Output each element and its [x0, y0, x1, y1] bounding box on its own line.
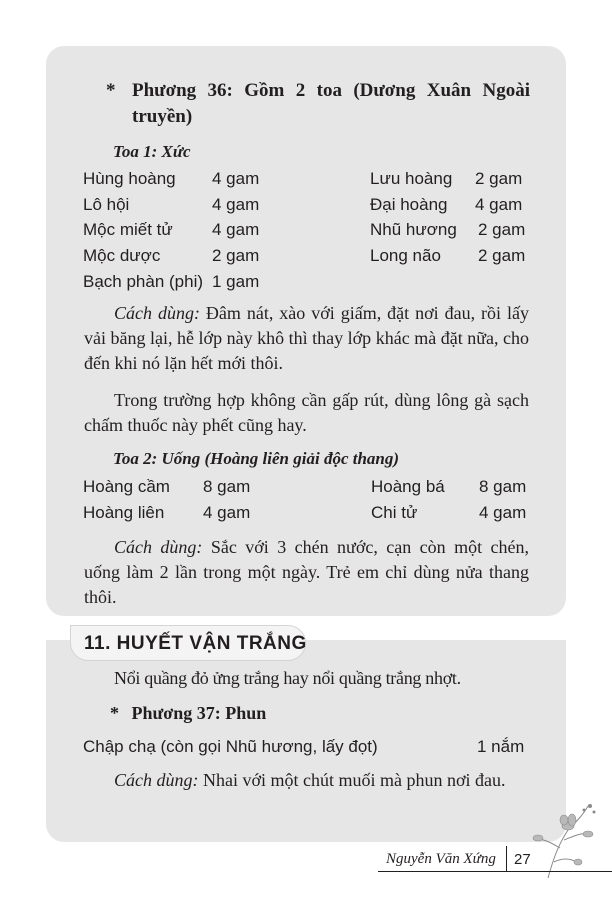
ingredient-name: Chập chạ (còn gọi Nhũ hương, lấy đọt) [83, 737, 378, 756]
footer-author: Nguyễn Văn Xứng [386, 851, 496, 867]
usage-label: Cách dùng: [114, 303, 200, 323]
ingredient-name: Bạch phàn (phi) [83, 272, 204, 291]
toa-1-note: Trong trường hợp không cần gấp rút, dùng lông gà sạch chấm thuốc này phết cũng hay. [84, 390, 529, 435]
formula-36-heading [106, 78, 530, 130]
ingredient-name: Chi tử [371, 503, 418, 522]
ingredient-qty: 4 gam [212, 220, 260, 239]
formula-37-heading [110, 703, 266, 724]
ingredient-name: Hùng hoàng [83, 169, 176, 188]
bullet-star: * [110, 703, 119, 723]
ingredient-name: Mộc miết tử [83, 220, 173, 239]
formula-36-title: Phương 36: Gồm 2 toa (Dương Xuân Ngoài truyền) [132, 80, 530, 127]
ingredient-name: Long não [370, 246, 441, 265]
ingredient-name: Hoàng cầm [83, 477, 170, 496]
formula-37-title: Phương 37: Phun [131, 703, 267, 723]
section-11-title: 11. HUYẾT VẬN TRẮNG [84, 633, 307, 654]
usage-label: Cách dùng: [114, 537, 203, 557]
usage-text: Sắc với 3 chén nước, cạn còn một chén, uống làm 2 lần trong một ngày. Trẻ em chỉ dùng nửa thang thôi. [84, 537, 529, 607]
page-number: 27 [514, 851, 531, 868]
toa-1-usage [84, 301, 529, 376]
ingredient-name: Mộc dược [83, 246, 161, 265]
ingredient-qty: 4 gam [475, 195, 523, 214]
toa-2-usage [84, 535, 529, 610]
usage-text: Đâm nát, xào với giấm, đặt nơi đau, rồi lấy vải băng lại, hễ lớp này khô thì thay lớp khác mà đặt nữa, cho đến khi nó lặn hết mới thôi. [84, 303, 529, 373]
ingredient-qty: 4 gam [212, 169, 260, 188]
toa-1-heading: Toa 1: Xức [113, 142, 191, 161]
usage-text: Nhai với một chút muối mà phun nơi đau. [198, 770, 506, 790]
ingredient-qty: 2 gam [475, 169, 523, 188]
ingredient-name: Hoàng bá [371, 477, 445, 496]
ingredient-name: Hoàng liên [83, 503, 165, 522]
section-11-intro: Nổi quầng đỏ ửng trắng hay nổi quầng trắng nhợt. [114, 668, 461, 688]
ingredient-qty: 2 gam [212, 246, 260, 265]
ingredient-qty: 8 gam [479, 477, 527, 496]
ingredient-name: Đại hoàng [370, 195, 448, 214]
ingredient-name: Lô hội [83, 195, 130, 214]
formula-37-usage [84, 768, 529, 793]
usage-label: Cách dùng: [114, 770, 199, 790]
ingredient-qty: 1 gam [212, 272, 260, 291]
footer-rule [378, 871, 612, 872]
ingredient-qty: 4 gam [212, 195, 260, 214]
ingredient-qty: 4 gam [203, 503, 251, 522]
ingredient-qty: 2 gam [478, 220, 526, 239]
flower-ornament-icon [528, 800, 608, 880]
ingredient-qty: 1 nắm [477, 737, 525, 756]
bullet-star: * [106, 80, 116, 101]
ingredient-name: Nhũ hương [370, 220, 457, 239]
ingredient-name: Lưu hoàng [370, 169, 453, 188]
ingredient-qty: 4 gam [479, 503, 527, 522]
footer-separator [506, 846, 507, 872]
toa-2-heading: Toa 2: Uống (Hoàng liên giải độc thang) [113, 449, 400, 468]
ingredient-qty: 8 gam [203, 477, 251, 496]
ingredient-qty: 2 gam [478, 246, 526, 265]
